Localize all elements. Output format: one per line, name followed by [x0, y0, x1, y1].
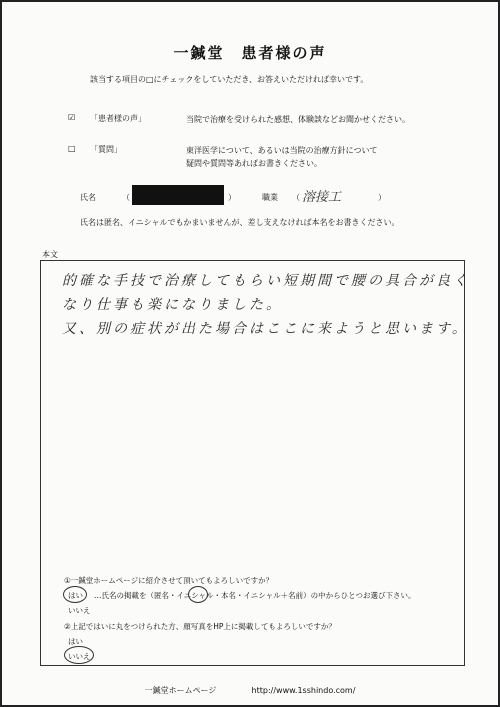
handwriting-line: 的確な手技で治療してもらい短期間で腰の具合が良く — [62, 273, 470, 289]
q2-yes-option[interactable]: はい — [68, 637, 83, 646]
footer-site-name: 一鍼堂ホームページ — [144, 686, 217, 695]
circle-mark — [64, 646, 94, 664]
circle-mark — [63, 586, 87, 603]
footer-url[interactable]: http://www.1sshindo.com/ — [251, 686, 356, 695]
intro-text: 該当する項目の□にチェックをしていただき、お答えいただければ幸いです。 — [90, 75, 369, 84]
body-label: 本文 — [42, 250, 58, 259]
job-value[interactable]: 溶接工 — [302, 190, 342, 205]
option-patient-voice — [68, 113, 446, 126]
q2-no-option[interactable]: いいえ — [68, 652, 91, 661]
option-question — [68, 144, 446, 170]
q1-yes-detail: …氏名の掲載を（匿名・イニシャル・本名・イニシャル＋名前）の中からひとつお選び下さい。 — [94, 591, 416, 600]
q1-yes-option[interactable]: はい — [68, 591, 83, 600]
footer — [2, 685, 498, 696]
option-tag: 「質問」 — [90, 145, 122, 154]
paren-close: ） — [228, 193, 236, 202]
checkbox-patient-voice[interactable]: ☑ — [68, 113, 76, 122]
paren-open: （ — [292, 193, 300, 202]
option-desc-line: 疑問や質問等あればお書きください。 — [186, 159, 322, 168]
option-desc — [186, 144, 446, 170]
paren-open: （ — [122, 193, 130, 202]
handwriting-line: 又、別の症状が出た場合はここに来ようと思います。 — [62, 321, 469, 337]
job-label: 職業 — [262, 193, 278, 202]
option-desc: 当院で治療を受けられた感想、体験談などお聞かせください。 — [186, 115, 410, 124]
q1-no-option[interactable]: いいえ — [68, 606, 91, 615]
name-note: 氏名は匿名、イニシャルでもかまいませんが、差し支えなければ本名をお書きください。 — [80, 218, 400, 227]
redacted-name — [132, 185, 224, 205]
circle-mark — [188, 586, 208, 603]
q1-question: ①一鍼堂ホームページに紹介させて頂いてもよろしいですか？ — [64, 576, 274, 585]
q2-question: ②上記ではいに丸をつけられた方、顔写真をHP上に掲載してもよろしいですか？ — [64, 622, 336, 631]
handwriting-line: なり仕事も楽になりました。 — [62, 297, 283, 313]
name-label: 氏名 — [80, 193, 96, 202]
option-desc-line: 東洋医学について、あるいは当院の治療方針について — [186, 146, 378, 155]
page-title: 一鍼堂 患者様の声 — [173, 44, 327, 62]
option-tag: 「患者様の声」 — [90, 114, 146, 123]
paren-close: ） — [378, 193, 386, 202]
name-job-row — [80, 192, 420, 206]
checkbox-question[interactable]: □ — [68, 144, 76, 153]
